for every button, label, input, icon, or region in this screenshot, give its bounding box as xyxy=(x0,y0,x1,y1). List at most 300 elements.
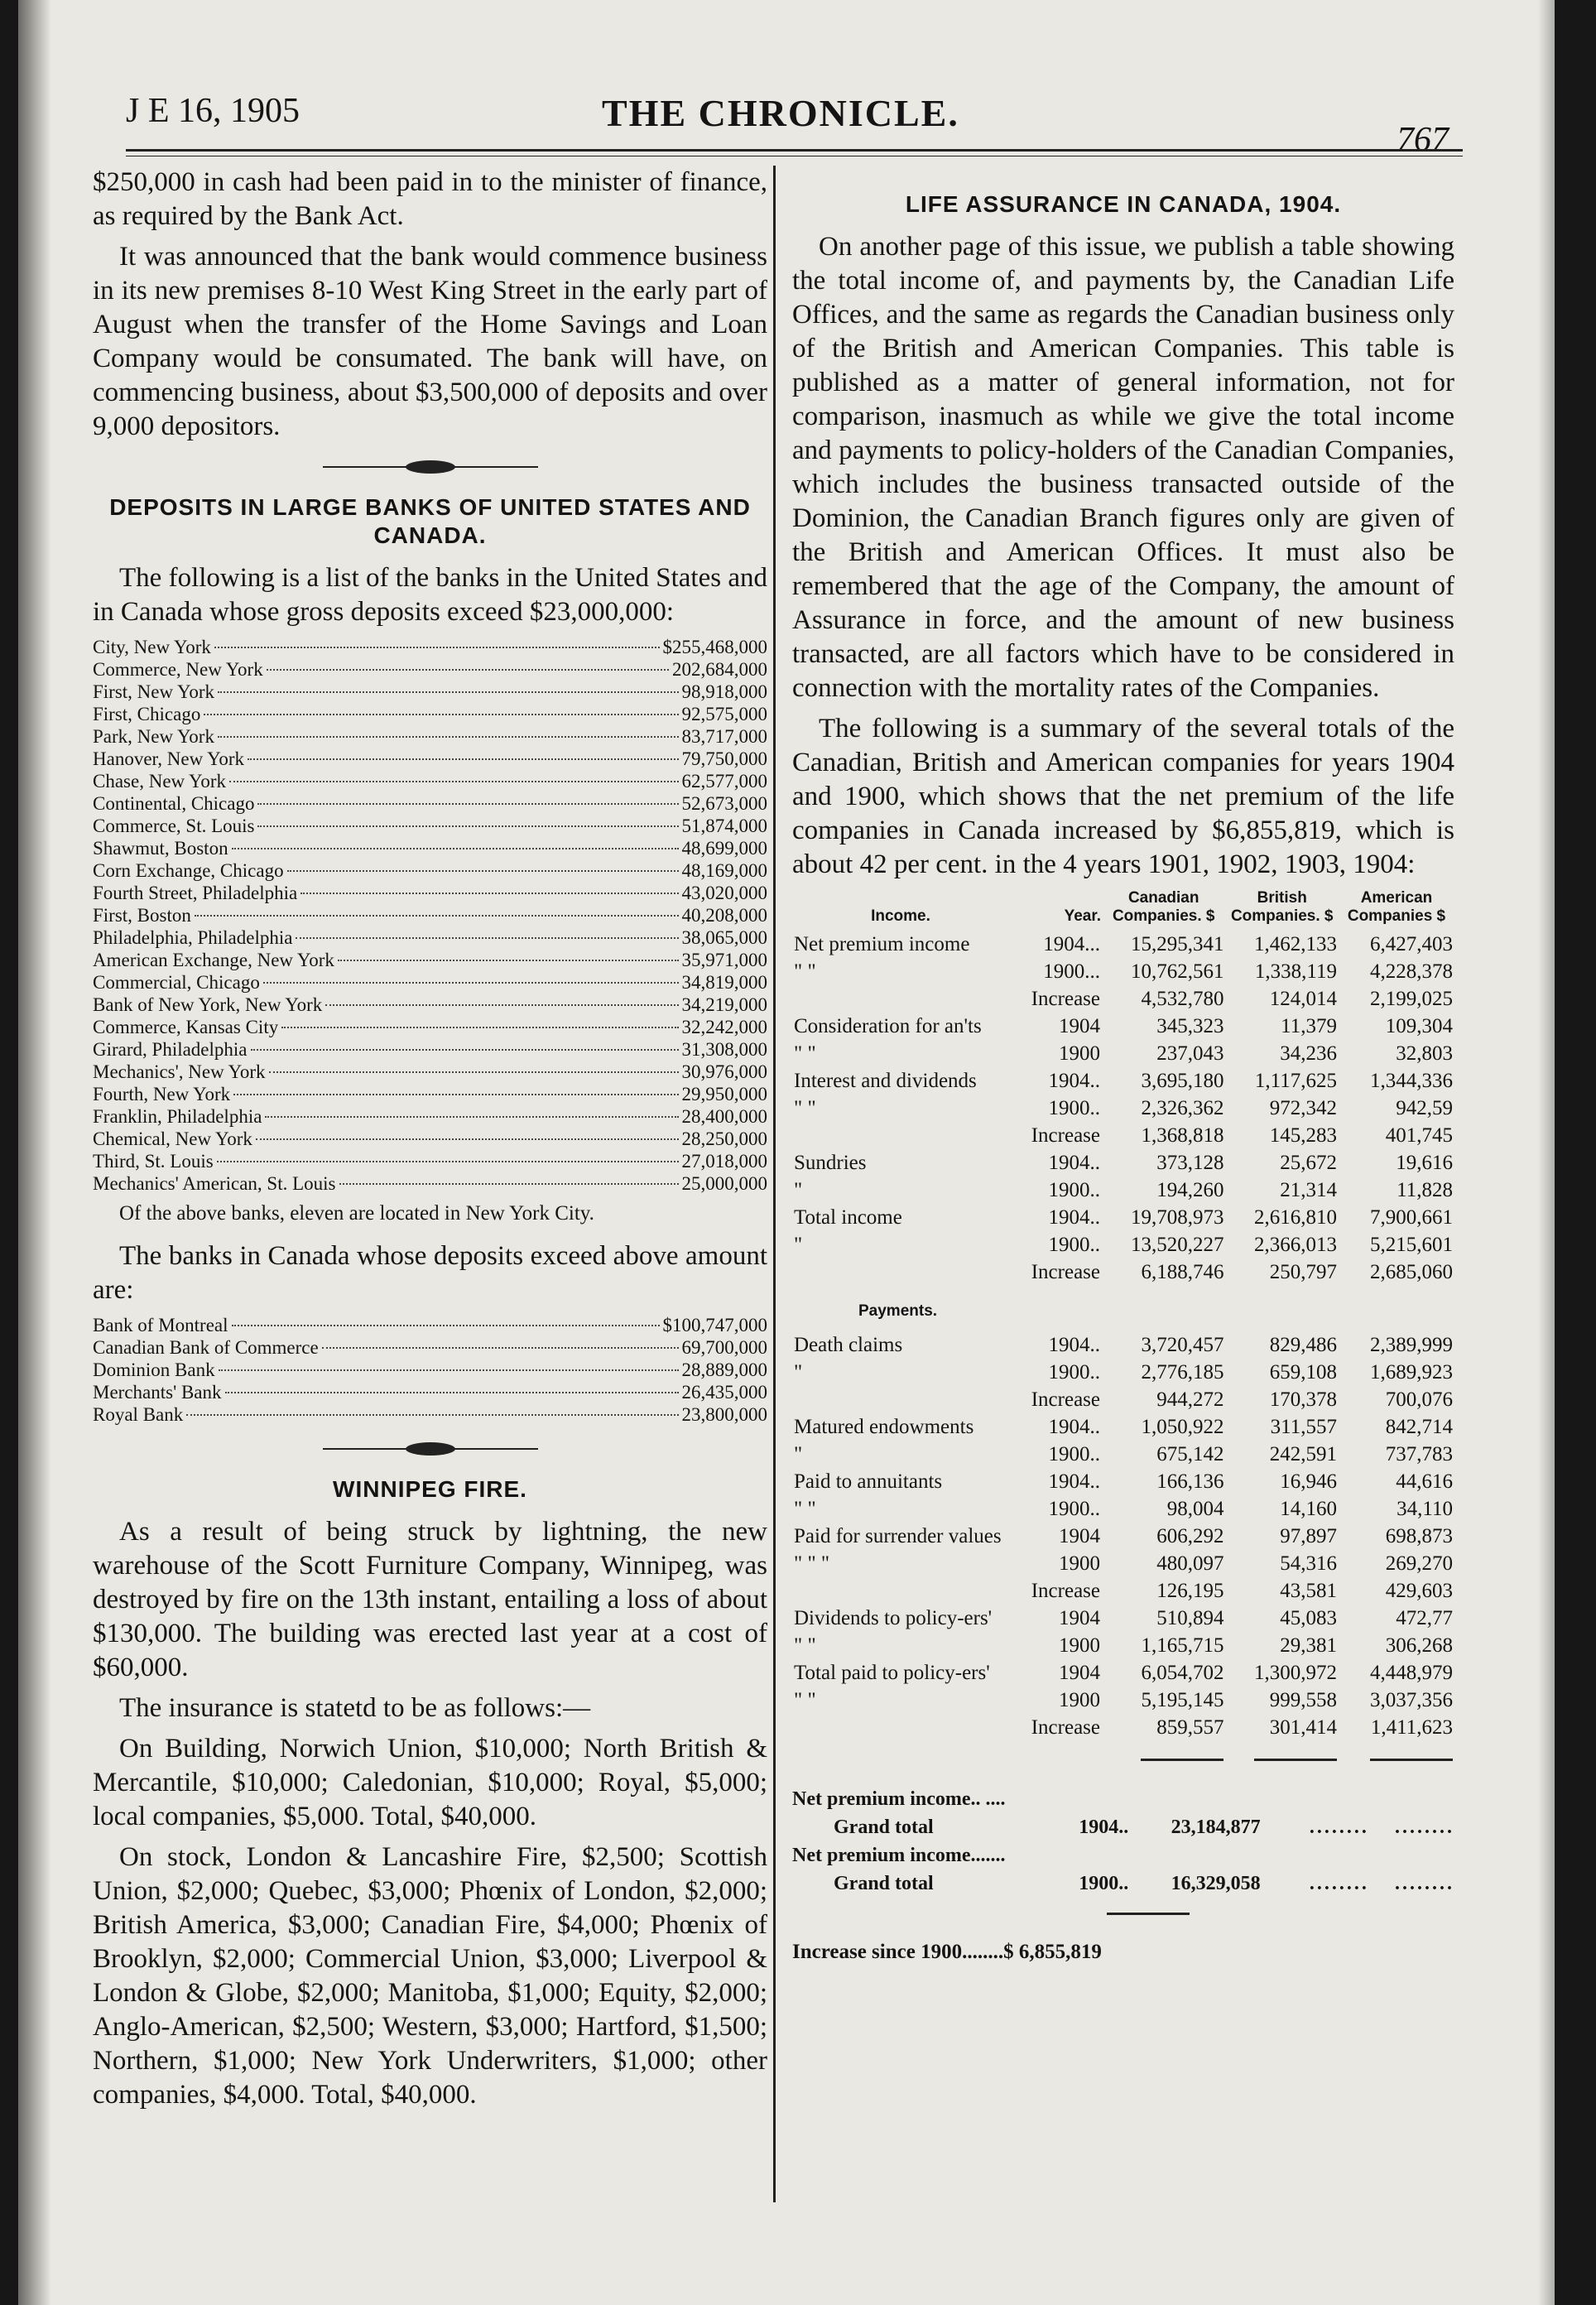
row-year: 1904.. xyxy=(1048,1206,1100,1229)
british-value: 829,486 xyxy=(1269,1334,1337,1356)
summary-value-1904: 23,184,877 xyxy=(1171,1817,1261,1838)
british-value: 43,581 xyxy=(1280,1580,1337,1602)
row-label xyxy=(792,1122,1009,1149)
row-label: " " xyxy=(794,1042,816,1065)
american-value: 4,448,979 xyxy=(1370,1662,1453,1684)
row-label: Total paid to policy-ers' xyxy=(794,1662,990,1684)
bank-row xyxy=(93,837,767,859)
bank-name: Chemical, New York xyxy=(93,1128,252,1149)
bank-row xyxy=(93,748,767,770)
row-year: Increase xyxy=(1031,1716,1100,1739)
table-row xyxy=(792,1177,1454,1204)
row-label: " " xyxy=(794,1097,816,1119)
header-canadian: Canadian Companies. $ xyxy=(1112,889,1215,925)
leader-dots xyxy=(219,1369,679,1371)
canadian-value: 3,695,180 xyxy=(1141,1070,1224,1092)
row-label: Interest and dividends xyxy=(794,1070,977,1092)
american-value: 269,270 xyxy=(1385,1552,1453,1575)
british-value: 1,338,119 xyxy=(1254,960,1337,983)
bank-name: Corn Exchange, Chicago xyxy=(93,860,284,881)
column-separator xyxy=(773,166,776,2202)
american-value: 34,110 xyxy=(1396,1498,1453,1520)
leader-dots xyxy=(257,803,678,805)
leader-dots xyxy=(232,1325,660,1326)
british-value: 1,300,972 xyxy=(1253,1662,1337,1684)
bank-deposits: 48,169,000 xyxy=(681,860,767,881)
leader-dots xyxy=(217,1161,679,1162)
row-year: 1900.. xyxy=(1048,1097,1100,1119)
table-row xyxy=(792,1386,1454,1413)
canadian-value: 675,142 xyxy=(1156,1443,1224,1465)
bank-deposits: $255,468,000 xyxy=(662,637,767,657)
row-label: Sundries xyxy=(794,1152,867,1174)
american-value: 7,900,661 xyxy=(1370,1206,1453,1229)
row-year: 1900.. xyxy=(1048,1179,1100,1201)
summary-dots: ........ xyxy=(1309,1873,1369,1894)
table-row xyxy=(792,1632,1454,1659)
row-year: 1904.. xyxy=(1048,1152,1100,1174)
row-label xyxy=(792,985,1009,1013)
bank-row xyxy=(93,882,767,904)
canadian-value: 4,532,780 xyxy=(1141,988,1224,1010)
masthead-title: THE CHRONICLE. xyxy=(602,92,959,134)
bank-row xyxy=(93,1038,767,1061)
bank-deposits: 28,400,000 xyxy=(681,1106,767,1127)
bank-deposits: 28,889,000 xyxy=(681,1359,767,1380)
british-value: 301,414 xyxy=(1269,1716,1337,1739)
bank-deposits: 27,018,000 xyxy=(681,1151,767,1172)
american-value: 11,828 xyxy=(1396,1179,1453,1201)
canadian-value: 13,520,227 xyxy=(1130,1234,1224,1256)
bank-deposits: 28,250,000 xyxy=(681,1128,767,1149)
leader-dots xyxy=(204,714,678,715)
bank-deposits: 69,700,000 xyxy=(681,1337,767,1358)
canadian-value: 1,368,818 xyxy=(1141,1124,1224,1147)
british-value: 2,366,013 xyxy=(1253,1234,1337,1256)
bank-name: Third, St. Louis xyxy=(93,1151,214,1172)
row-year: 1904.. xyxy=(1048,1070,1100,1092)
summary-value-1900: 16,329,058 xyxy=(1171,1873,1261,1894)
row-year: 1904 xyxy=(1059,1607,1100,1629)
bank-name: First, Boston xyxy=(93,905,191,926)
row-label xyxy=(792,1577,1009,1605)
canadian-value: 345,323 xyxy=(1156,1015,1224,1037)
row-year: 1900... xyxy=(1043,960,1100,983)
canadian-value: 944,272 xyxy=(1156,1388,1224,1411)
row-year: Increase xyxy=(1031,1261,1100,1283)
fire-paragraph-2: The insurance is statetd to be as follows:— xyxy=(119,1693,591,1723)
table-row xyxy=(792,1331,1454,1359)
american-value: 698,873 xyxy=(1385,1525,1453,1547)
british-value: 29,381 xyxy=(1280,1634,1337,1657)
header-rule xyxy=(126,149,1463,152)
american-value: 6,427,403 xyxy=(1370,933,1453,955)
ornament-divider xyxy=(323,460,538,474)
bank-row xyxy=(93,725,767,748)
british-value: 145,283 xyxy=(1269,1124,1337,1147)
bank-row xyxy=(93,1150,767,1172)
bank-deposits: 51,874,000 xyxy=(681,816,767,836)
row-label: " xyxy=(794,1443,803,1465)
american-value: 109,304 xyxy=(1385,1015,1453,1037)
american-value: 842,714 xyxy=(1385,1416,1453,1438)
row-label: " " xyxy=(794,1634,816,1657)
table-row xyxy=(792,958,1454,985)
leader-dots xyxy=(232,848,679,849)
bank-row xyxy=(93,770,767,792)
row-label: Matured endowments xyxy=(794,1416,974,1438)
row-year: Increase xyxy=(1031,1124,1100,1147)
table-row xyxy=(792,1122,1454,1149)
british-value: 242,591 xyxy=(1269,1443,1337,1465)
table-header-row xyxy=(792,888,1454,931)
fire-paragraph-1: As a result of being struck by lightning, the new warehouse of the Scott Furniture Company, Winnipeg, was destroyed by fire on the 13th instant, entailing a loss of about $130,000. The building was erected last year at a cost of $60,000. xyxy=(93,1517,767,1682)
row-label: " " xyxy=(794,960,816,983)
table-row xyxy=(792,1413,1454,1441)
canadian-value: 15,295,341 xyxy=(1130,933,1224,955)
canadian-value: 859,557 xyxy=(1156,1716,1224,1739)
canadian-value: 510,894 xyxy=(1156,1607,1224,1629)
canadian-value: 6,188,746 xyxy=(1141,1261,1224,1283)
row-year: 1900.. xyxy=(1048,1498,1100,1520)
row-year: 1900 xyxy=(1059,1689,1100,1711)
american-value: 401,745 xyxy=(1385,1124,1453,1147)
bank-name: Girard, Philadelphia xyxy=(93,1039,248,1060)
header-british: British Companies. $ xyxy=(1230,889,1334,925)
british-value: 124,014 xyxy=(1269,988,1337,1010)
summary-dots: ........ xyxy=(1395,1817,1454,1838)
income-rows xyxy=(792,931,1454,1286)
table-row xyxy=(792,1204,1454,1231)
payment-rows xyxy=(792,1331,1454,1741)
bank-name: Royal Bank xyxy=(93,1404,184,1425)
american-value: 2,199,025 xyxy=(1370,988,1453,1010)
british-value: 25,672 xyxy=(1280,1152,1337,1174)
row-label: " " " xyxy=(794,1552,830,1575)
bank-name: Commerce, New York xyxy=(93,659,263,680)
british-value: 972,342 xyxy=(1269,1097,1337,1119)
fire-heading: WINNIPEG FIRE. xyxy=(333,1476,527,1502)
leader-dots xyxy=(248,758,678,760)
row-label xyxy=(792,1258,1009,1286)
bank-row xyxy=(93,1381,767,1403)
intro-paragraph-1: $250,000 in cash had been paid in to the minister of finance, as required by the Bank Act. xyxy=(93,167,767,231)
leader-dots xyxy=(265,1116,678,1118)
bank-deposits: 23,800,000 xyxy=(681,1404,767,1425)
row-year: 1900 xyxy=(1059,1634,1100,1657)
table-row xyxy=(792,1687,1454,1714)
bank-name: Fourth Street, Philadelphia xyxy=(93,883,298,903)
row-year: 1900.. xyxy=(1048,1443,1100,1465)
table-row xyxy=(792,1095,1454,1122)
row-year: 1904 xyxy=(1059,1662,1100,1684)
table-row xyxy=(792,1605,1454,1632)
bank-deposits: 48,699,000 xyxy=(681,838,767,859)
bank-deposits: 35,971,000 xyxy=(681,950,767,970)
leader-dots xyxy=(339,1183,679,1185)
bank-name: Bank of New York, New York xyxy=(93,994,323,1015)
bank-name: Philadelphia, Philadelphia xyxy=(93,927,293,948)
header-year: Year. xyxy=(1064,907,1101,925)
bank-deposits: 32,242,000 xyxy=(681,1017,767,1037)
row-label: Death claims xyxy=(794,1334,903,1356)
income-payments-table xyxy=(792,888,1454,1768)
leader-dots xyxy=(325,1004,678,1006)
issue-date: J E 16, 1905 xyxy=(126,92,300,130)
row-label: " " xyxy=(794,1498,816,1520)
increase-since-1900 xyxy=(792,1938,1454,1966)
bank-deposits: 202,684,000 xyxy=(672,659,767,680)
table-row xyxy=(792,1659,1454,1687)
summary-year-1900: 1900.. xyxy=(1079,1873,1129,1894)
table-row xyxy=(792,1550,1454,1577)
row-label: " xyxy=(794,1234,803,1256)
bank-row xyxy=(93,792,767,815)
header-american: American Companies $ xyxy=(1347,889,1446,925)
table-row xyxy=(792,1149,1454,1177)
page-edge-shadow xyxy=(18,0,51,2305)
bank-name: Bank of Montreal xyxy=(93,1315,228,1335)
bank-row xyxy=(93,658,767,681)
leader-dots xyxy=(267,669,669,671)
american-value: 700,076 xyxy=(1385,1388,1453,1411)
american-value: 429,603 xyxy=(1385,1580,1453,1602)
american-value: 472,77 xyxy=(1396,1607,1453,1629)
canadian-value: 2,776,185 xyxy=(1141,1361,1224,1383)
bank-name: Canadian Bank of Commerce xyxy=(93,1337,319,1358)
bank-deposits: 40,208,000 xyxy=(681,905,767,926)
table-row xyxy=(792,1359,1454,1386)
leader-dots xyxy=(296,937,678,939)
row-year: 1904... xyxy=(1043,933,1100,955)
deposits-intro: The following is a list of the banks in the United States and in Canada whose gross deposits exceed $23,000,000: xyxy=(93,563,767,627)
british-value: 54,316 xyxy=(1280,1552,1337,1575)
summary-dots: ........ xyxy=(1309,1817,1369,1838)
table-row xyxy=(792,1013,1454,1040)
newspaper-page xyxy=(18,0,1555,2305)
table-row xyxy=(792,1523,1454,1550)
bank-deposits: 34,219,000 xyxy=(681,994,767,1015)
table-row xyxy=(792,1040,1454,1067)
intro-paragraph-2: It was announced that the bank would commence business in its new premises 8-10 West King Street in the early part of August when the transfer of the Home Savings and Loan Company would be consumated. The bank will have, on commencing business, about $3,500,000 of deposits and over 9,000 depositors. xyxy=(93,242,767,441)
life-assurance-heading: LIFE ASSURANCE IN CANADA, 1904. xyxy=(905,191,1342,217)
canadian-value: 166,136 xyxy=(1156,1470,1224,1493)
summary-grand-total-label: Grand total xyxy=(834,1873,934,1894)
american-value: 737,783 xyxy=(1385,1443,1453,1465)
bank-name: Mechanics' American, St. Louis xyxy=(93,1173,336,1194)
bank-deposits: 29,950,000 xyxy=(681,1084,767,1104)
row-label: Net premium income xyxy=(794,933,970,955)
row-year: 1904.. xyxy=(1048,1416,1100,1438)
bank-row xyxy=(93,971,767,994)
row-year: Increase xyxy=(1031,988,1100,1010)
american-value: 4,228,378 xyxy=(1370,960,1453,983)
bank-row xyxy=(93,1336,767,1359)
bank-deposits: 31,308,000 xyxy=(681,1039,767,1060)
row-label: Paid to annuitants xyxy=(794,1470,943,1493)
bank-name: First, Chicago xyxy=(93,704,201,724)
bank-deposits: 30,976,000 xyxy=(681,1061,767,1082)
bank-deposits: 92,575,000 xyxy=(681,704,767,724)
life-paragraph-2: The following is a summary of the several totals of the Canadian, British and American companies for years 1904 and 1900, which shows that the net premium of the life companies in Canada increased by $6,855,819, which is about 42 per cent. in the 4 years 1901, 1902, 1903, 1904: xyxy=(792,714,1454,879)
american-value: 44,616 xyxy=(1396,1470,1453,1493)
bank-row xyxy=(93,1314,767,1336)
summary-rule xyxy=(1107,1913,1190,1915)
canadian-value: 2,326,362 xyxy=(1141,1097,1224,1119)
row-year: 1900 xyxy=(1059,1552,1100,1575)
final-value: 6,855,819 xyxy=(1018,1941,1102,1963)
bank-deposits: 62,577,000 xyxy=(681,771,767,792)
canadian-value: 1,050,922 xyxy=(1141,1416,1224,1438)
american-value: 942,59 xyxy=(1396,1097,1453,1119)
canadian-value: 6,054,702 xyxy=(1141,1662,1224,1684)
canadian-value: 3,720,457 xyxy=(1141,1334,1224,1356)
bank-row xyxy=(93,1359,767,1381)
bank-name: Chase, New York xyxy=(93,771,226,792)
table-row xyxy=(792,1714,1454,1741)
british-value: 170,378 xyxy=(1269,1388,1337,1411)
canadian-value: 480,097 xyxy=(1156,1552,1224,1575)
row-year: 1904 xyxy=(1059,1015,1100,1037)
table-row xyxy=(792,1577,1454,1605)
row-year: 1904.. xyxy=(1048,1470,1100,1493)
bank-deposits: $100,747,000 xyxy=(662,1315,767,1335)
bank-deposits: 43,020,000 xyxy=(681,883,767,903)
row-label: Paid for surrender values xyxy=(794,1525,1002,1547)
bank-row xyxy=(93,859,767,882)
canadian-value: 237,043 xyxy=(1156,1042,1224,1065)
bank-deposits: 25,000,000 xyxy=(681,1173,767,1194)
bank-row xyxy=(93,949,767,971)
british-value: 16,946 xyxy=(1280,1470,1337,1493)
canadian-value: 10,762,561 xyxy=(1130,960,1224,983)
british-value: 45,083 xyxy=(1280,1607,1337,1629)
bank-row xyxy=(93,926,767,949)
row-label xyxy=(792,1714,1009,1741)
leader-dots xyxy=(281,1027,678,1028)
american-value: 32,803 xyxy=(1396,1042,1453,1065)
bank-deposits: 79,750,000 xyxy=(681,748,767,769)
canadian-value: 5,195,145 xyxy=(1141,1689,1224,1711)
row-label: Total income xyxy=(794,1206,902,1229)
british-value: 999,558 xyxy=(1269,1689,1337,1711)
bank-name: Commerce, St. Louis xyxy=(93,816,255,836)
table-row xyxy=(792,1231,1454,1258)
bank-row xyxy=(93,1128,767,1150)
american-value: 19,616 xyxy=(1396,1152,1453,1174)
bank-row xyxy=(93,994,767,1016)
summary-npi-label: Net premium income.. .... xyxy=(792,1788,1006,1810)
leader-dots xyxy=(256,1138,679,1140)
summary-dots: ........ xyxy=(1395,1873,1454,1894)
bank-row xyxy=(93,1403,767,1426)
row-year: Increase xyxy=(1031,1580,1100,1602)
bank-row xyxy=(93,1061,767,1083)
american-value: 1,689,923 xyxy=(1370,1361,1453,1383)
british-value: 2,616,810 xyxy=(1253,1206,1337,1229)
leader-dots xyxy=(322,1347,679,1349)
bank-name: Franklin, Philadelphia xyxy=(93,1106,262,1127)
page-number: 767 xyxy=(1396,121,1449,159)
bank-row xyxy=(93,1172,767,1195)
summary-block xyxy=(792,1785,1454,1966)
payments-label: Payments. xyxy=(858,1302,938,1320)
row-label: " xyxy=(794,1361,803,1383)
leader-dots xyxy=(229,781,679,782)
fire-paragraph-4: On stock, London & Lancashire Fire, $2,500; Scottish Union, $2,000; Quebec, $3,000; Phœnix of London, $2,000; British America, $3,000; Canadian Fire, $4,000; Phœnix of Brooklyn, $2,000; Commercial Union, $3,000; Liverpool & London & Globe, $2,000; Manitoba, $1,000; Equity, $2,000; Anglo-American, $2,500; Western, $3,000; Hartford, $1,500; Northern, $1,000; New York Underwriters, $1,000; other companies, $4,000. Total, $40,000. xyxy=(93,1842,767,2110)
table-row xyxy=(792,931,1454,958)
british-value: 311,557 xyxy=(1270,1416,1337,1438)
british-value: 11,379 xyxy=(1281,1015,1337,1037)
american-value: 1,344,336 xyxy=(1370,1070,1453,1092)
row-label: " xyxy=(794,1179,803,1201)
bank-deposits: 38,065,000 xyxy=(681,927,767,948)
table-row xyxy=(792,1258,1454,1286)
row-label: " " xyxy=(794,1689,816,1711)
leader-dots xyxy=(225,1392,679,1393)
american-value: 306,268 xyxy=(1385,1634,1453,1657)
row-year: Increase xyxy=(1031,1388,1100,1411)
ornament-divider xyxy=(323,1442,538,1456)
row-year: 1900.. xyxy=(1048,1361,1100,1383)
bank-name: Mechanics', New York xyxy=(93,1061,266,1082)
dash-row xyxy=(792,1741,1454,1768)
bank-name: Hanover, New York xyxy=(93,748,245,769)
row-year: 1904 xyxy=(1059,1525,1100,1547)
table-row xyxy=(792,985,1454,1013)
table-row xyxy=(792,1441,1454,1468)
leader-dots xyxy=(186,1414,678,1416)
canadian-value: 126,195 xyxy=(1156,1580,1224,1602)
row-year: 1904.. xyxy=(1048,1334,1100,1356)
leader-dots xyxy=(233,1094,678,1095)
british-value: 97,897 xyxy=(1280,1525,1337,1547)
bank-name: City, New York xyxy=(93,637,211,657)
british-value: 34,236 xyxy=(1280,1042,1337,1065)
leader-dots xyxy=(214,647,660,648)
leader-dots xyxy=(218,691,679,693)
bank-row xyxy=(93,1083,767,1105)
british-value: 659,108 xyxy=(1269,1361,1337,1383)
deposits-heading: DEPOSITS IN LARGE BANKS OF UNITED STATES AND CANADA. xyxy=(109,494,751,548)
row-year: 1900 xyxy=(1059,1042,1100,1065)
bank-name: Commerce, Kansas City xyxy=(93,1017,279,1037)
table-row xyxy=(792,1067,1454,1095)
leader-dots xyxy=(269,1071,679,1073)
table-row xyxy=(792,1468,1454,1495)
row-year: 1900.. xyxy=(1048,1234,1100,1256)
bank-name: Commercial, Chicago xyxy=(93,972,260,993)
leader-dots xyxy=(218,736,679,738)
american-value: 2,685,060 xyxy=(1370,1261,1453,1283)
header-income: Income. xyxy=(871,907,930,925)
canadian-value: 373,128 xyxy=(1156,1152,1224,1174)
bank-name: American Exchange, New York xyxy=(93,950,334,970)
bank-name: Continental, Chicago xyxy=(93,793,255,814)
canadian-value: 98,004 xyxy=(1166,1498,1224,1520)
bank-name: Fourth, New York xyxy=(93,1084,231,1104)
bank-row xyxy=(93,904,767,926)
canada-bank-list xyxy=(93,1314,767,1426)
left-column xyxy=(93,166,767,2119)
american-value: 1,411,623 xyxy=(1370,1716,1453,1739)
us-bank-list xyxy=(93,636,767,1195)
british-value: 1,462,133 xyxy=(1253,933,1337,955)
life-paragraph-1: On another page of this issue, we publish a table showing the total income of, and payments by, the Canadian Life Offices, and the same as regards the Canadian business only of the British and American Companies. This table is published as a matter of general information, not for comparison, inasmuch as while we give the total income and payments to policy-holders of the Canadian Companies, which includes the business transacted outside of the Dominion, the Canadian Branch figures only are given of the British and American Offices. It must also be remembered that the age of the Company, the amount of Assurance in force, and the amount of new business transacted, are all factors which have to be considered in connection with the mortality rates of the Companies. xyxy=(792,232,1454,703)
bank-row xyxy=(93,815,767,837)
british-value: 250,797 xyxy=(1269,1261,1337,1283)
canada-intro: The banks in Canada whose deposits exceed above amount are: xyxy=(93,1241,767,1305)
